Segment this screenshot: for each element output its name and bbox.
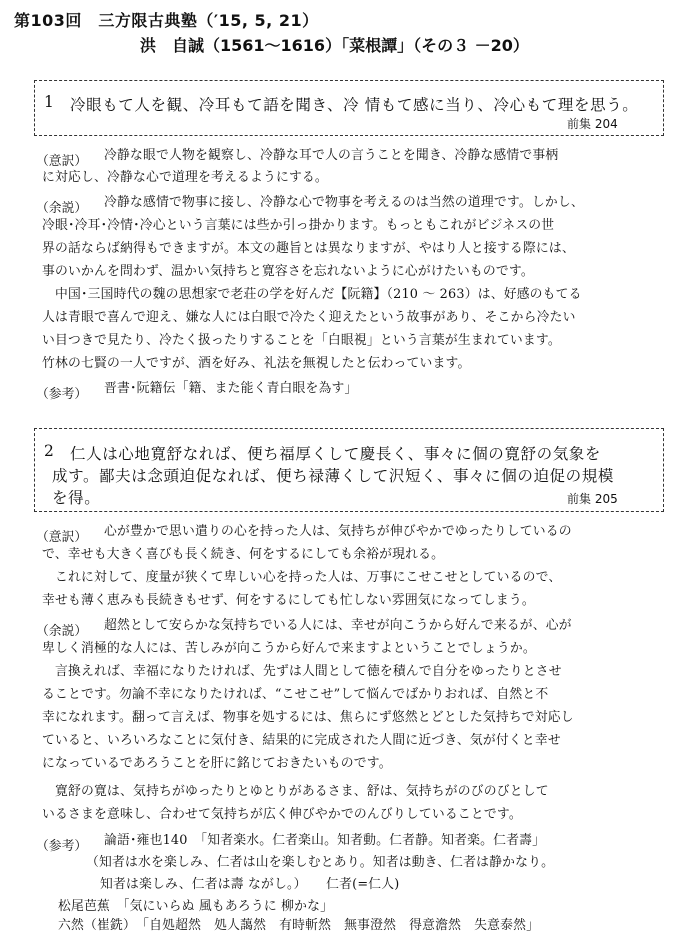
yodan-line: 人は青眼で喜んで迎え、嫌な人には白眼で冷たく迎えたという故事があり、そこから冷たい: [42, 310, 576, 325]
sanko-label-2: （参考）: [36, 839, 88, 854]
yodan-line: 冷眼･冷耳･冷情･冷心という言葉には些か引っ掛かります。もっともこれがビジネスの世: [42, 218, 555, 233]
yakuyaku-line: 冷静な眼で人物を観察し、冷静な耳で人の言うことを聞き、冷静な感情で事柄: [104, 148, 559, 163]
yakuyaku-line: 幸せも薄く恵みも長続きもせず、何をするにしても忙しない雰囲気になってしまう。: [42, 593, 535, 608]
yodan-line: 幸になれます。翻って言えば、物事を処するには、焦らにず悠然とどとした気持ちで対応し: [42, 710, 574, 725]
sanko-line: （知者は水を楽しみ、仁者は山を楽しむとあり。知者は動き、仁者は静かなり。: [86, 855, 555, 870]
yakuyaku-label-2: （意訳）: [36, 530, 88, 545]
lecture-subtitle: 洪 自誠（1561〜1616）「菜根譚」（その３ －20）: [140, 36, 529, 55]
yakuyaku-line: 心が豊かで思い遣りの心を持った人は、気持ちが伸びやかでゆったりしているの: [104, 524, 572, 539]
verse-text-2: 仁人は心地寛舒なれば、便ち福厚くして慶長く、事々に個の寛舒の気象を: [70, 445, 601, 463]
yakuyaku-line: これに対して、度量が狭くて卑しい心を持った人は、万事にこせこせとしているので、: [55, 570, 562, 585]
verse-text-2: 成す。鄙夫は念頭迫促なれば、便ち禄薄くして沢短く、事々に個の迫促の規模: [52, 467, 614, 485]
verse-text-1: 冷眼もて人を観、冷耳もて語を聞き、冷 情もて感に当り、冷心もて理を思う。: [70, 96, 639, 114]
sanko-line: 論語･雍也140 「知者楽水。仁者楽山。知者動。仁者静。知者楽。仁者壽」: [104, 833, 546, 848]
yodan-line: 冷静な感情で物事に接し、冷静な心で物事を考えるのは当然の道理です。しかし、: [104, 195, 584, 210]
verse-number-2: 2: [44, 442, 54, 460]
yodan-line: 竹林の七賢の一人ですが、酒を好み、礼法を無視したと伝わっています。: [42, 356, 471, 371]
yodan-line: い目つきで見たり、冷たく扱ったりすることを「白眼視」という言葉が生まれています。: [42, 333, 561, 348]
yodan-line: 寛舒の寛は、気持ちがゆったりとゆとりがあるさま、舒は、気持ちがのびのびとして: [55, 784, 549, 799]
verse-number-1: 1: [44, 93, 54, 111]
yodan-line: いるさまを意味し、合わせて気持ちが広く伸びやかでのんびりしていることです。: [42, 807, 522, 822]
yodan-line: 言換えれば、幸福になりたければ、先ずは人間として徳を積んで自分をゆったりとさせ: [55, 664, 562, 679]
lecture-title: 第103回 三方限古典塾（′15, 5, 21）: [14, 11, 319, 30]
verse-source-1: 前集 204: [567, 117, 618, 131]
yodan-line: ていると、いろいろなことに気付き、結果的に完成された人間に近づき、気が付くと幸せ: [42, 733, 561, 748]
yodan-line: ることです。勿論不幸になりたければ、“こせこせ”して悩んでばかりおれば、自然と不: [42, 687, 549, 702]
yodan-line: 界の話ならば納得もできますが。本文の趣旨とは異なりますが、やはり人と接する際には、: [42, 241, 575, 256]
sanko-line: 松尾芭蕉 「気にいらぬ 風もあろうに 柳かな」: [58, 899, 334, 914]
yodan-line: 超然として安らかな気持ちでいる人には、幸せが向こうから好んで来るが、心が: [104, 618, 572, 633]
yodan-line: になっているであろうことを肝に銘じておきたいものです。: [42, 756, 392, 771]
yakuyaku-line: に対応し、冷静な心で道理を考えるようにする。: [42, 170, 328, 185]
verse-text-2: を得。: [52, 489, 101, 507]
yodan-label-2: （余説）: [36, 624, 88, 639]
yodan-line: 事のいかんを問わず、温かい気持ちと寛容さを忘れないように心がけたいものです。: [42, 264, 534, 279]
yakuyaku-line: で、幸せも大きく喜びも長く続き、何をするにしても余裕が現れる。: [42, 547, 445, 562]
yakuyaku-label-1: （意訳）: [36, 154, 88, 169]
sanko-label-1: （参考）: [36, 387, 88, 402]
yodan-line: 中国･三国時代の魏の思想家で老荘の学を好んだ【阮籍】（210 〜 263）は、好感のもてる: [55, 287, 582, 302]
yodan-label-1: （余説）: [36, 201, 88, 216]
verse-source-2: 前集 205: [567, 492, 618, 506]
sanko-line: 晋書･阮籍伝「籍、また能く青白眼を為す」: [104, 381, 358, 396]
sanko-line: 六然（崔銑） 「自処超然 処人藹然 有時斬然 無事澄然 得意澹然 失意泰然」: [58, 918, 540, 933]
yodan-line: 卑しく消極的な人には、苦しみが向こうから好んで来ますよということでしょうか。: [42, 641, 536, 656]
sanko-line: 知者は楽しみ、仁者は壽 ながし。） 仁者(=仁人): [100, 877, 400, 892]
